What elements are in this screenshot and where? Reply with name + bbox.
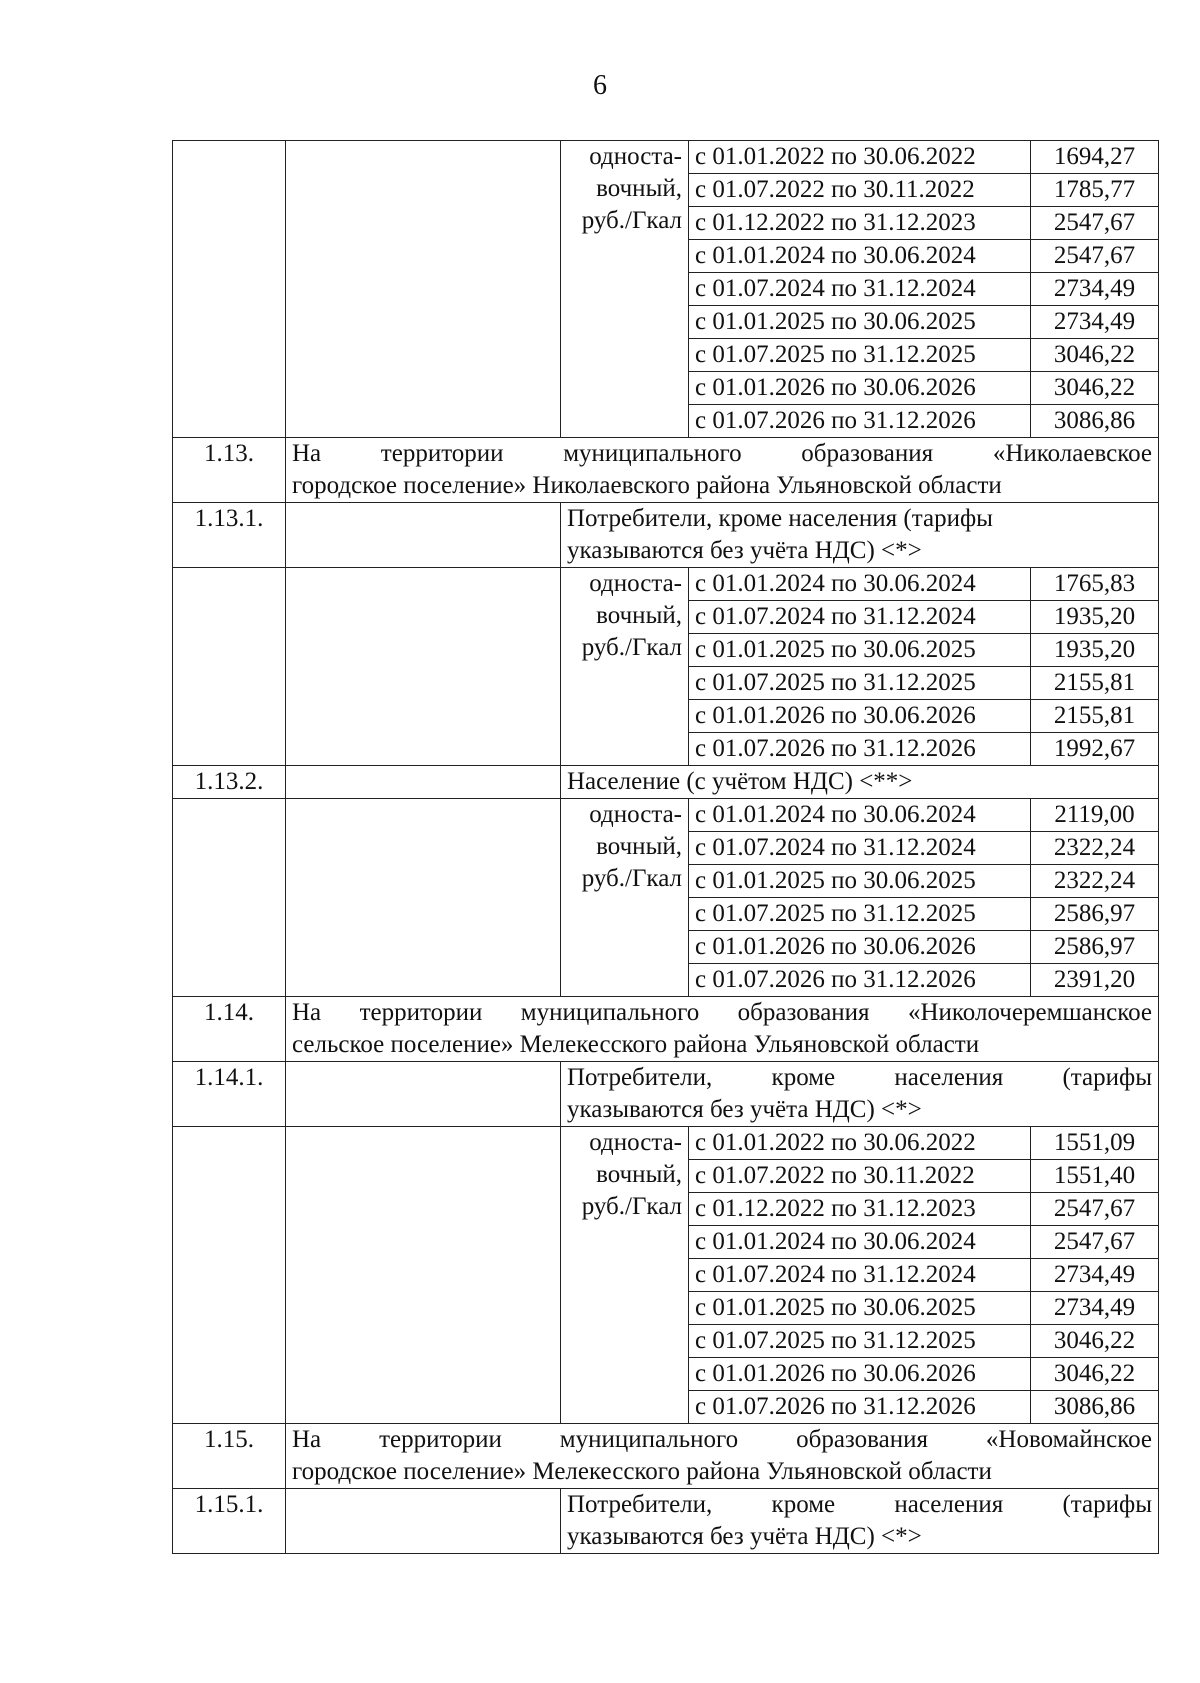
blank-territory-cell [286,1489,561,1554]
section-title [286,997,1159,1062]
tariff-value: 2155,81 [1031,700,1159,733]
tariff-period: с 01.01.2024 по 30.06.2024 [689,1226,1031,1259]
tariff-value: 2586,97 [1031,931,1159,964]
category-title [561,1489,1159,1554]
section-title-line1: На территории муниципального образования «Новомайнское [292,1426,1152,1453]
tariff-value: 2586,97 [1031,898,1159,931]
tariff-value: 2322,24 [1031,832,1159,865]
category-number: 1.14.1. [173,1062,286,1127]
blank-num-cell [173,1127,286,1424]
category-number: 1.13.2. [173,766,286,799]
blank-num-cell [173,141,286,438]
tariff-period: с 01.07.2024 по 31.12.2024 [689,1259,1031,1292]
tariff-value: 2547,67 [1031,207,1159,240]
section-title-line1: На территории муниципального образования «Николаевское [292,440,1152,467]
tariff-period: с 01.07.2024 по 31.12.2024 [689,273,1031,306]
section-title [286,438,1159,503]
tariff-row [173,799,1159,832]
tariff-row [173,568,1159,601]
section-title-line2: городское поселение» Николаевского района Ульяновской области [292,472,1002,499]
blank-num-cell [173,568,286,766]
tariff-value: 2547,67 [1031,1193,1159,1226]
tariff-unit-cell [561,141,689,438]
tariff-period: с 01.07.2024 по 31.12.2024 [689,832,1031,865]
tariff-period: с 01.07.2024 по 31.12.2024 [689,601,1031,634]
tariff-period: с 01.01.2025 по 30.06.2025 [689,1292,1031,1325]
category-title-line2: указываются без учёта НДС) <*> [567,537,922,564]
tariff-period: с 01.07.2026 по 31.12.2026 [689,1391,1031,1424]
tariff-value: 1551,09 [1031,1127,1159,1160]
category-row [173,1062,1159,1127]
tariff-unit-line: вочный, [596,175,682,202]
blank-territory-cell [286,503,561,568]
tariff-period: с 01.07.2022 по 30.11.2022 [689,1160,1031,1193]
category-title-line2: указываются без учёта НДС) <*> [567,1523,922,1550]
tariff-unit-cell [561,568,689,766]
tariff-value: 1935,20 [1031,601,1159,634]
tariff-unit-line: односта- [589,1129,682,1156]
category-row [173,766,1159,799]
tariff-table-body [173,141,1159,1554]
tariff-value: 3046,22 [1031,1358,1159,1391]
tariff-value: 3086,86 [1031,1391,1159,1424]
section-title [286,1424,1159,1489]
tariff-value: 3086,86 [1031,405,1159,438]
category-title-line1: Потребители, кроме населения (тарифы [567,1064,1152,1091]
tariff-period: с 01.01.2026 по 30.06.2026 [689,700,1031,733]
tariff-table [172,140,1159,1554]
tariff-value: 2547,67 [1031,240,1159,273]
category-title-line1: Потребители, кроме населения (тарифы [567,1491,1152,1518]
section-number: 1.13. [173,438,286,503]
tariff-unit-line: руб./Гкал [581,1193,682,1220]
tariff-period: с 01.01.2022 по 30.06.2022 [689,141,1031,174]
tariff-value: 2547,67 [1031,1226,1159,1259]
tariff-value: 1551,40 [1031,1160,1159,1193]
tariff-value: 1992,67 [1031,733,1159,766]
blank-territory-cell [286,799,561,997]
tariff-unit-line: руб./Гкал [581,634,682,661]
page-number: 6 [593,70,607,101]
tariff-unit-line: односта- [589,570,682,597]
tariff-period: с 01.01.2024 по 30.06.2024 [689,240,1031,273]
blank-territory-cell [286,766,561,799]
tariff-unit-line: вочный, [596,602,682,629]
tariff-period: с 01.12.2022 по 31.12.2023 [689,207,1031,240]
tariff-value: 3046,22 [1031,1325,1159,1358]
tariff-value: 1935,20 [1031,634,1159,667]
blank-territory-cell [286,1062,561,1127]
blank-territory-cell [286,141,561,438]
tariff-value: 2322,24 [1031,865,1159,898]
tariff-period: с 01.01.2025 по 30.06.2025 [689,306,1031,339]
tariff-period: с 01.07.2025 по 31.12.2025 [689,667,1031,700]
tariff-value: 2155,81 [1031,667,1159,700]
tariff-unit-line: вочный, [596,1161,682,1188]
tariff-unit-cell [561,799,689,997]
section-row [173,438,1159,503]
tariff-unit-line: руб./Гкал [581,865,682,892]
blank-territory-cell [286,568,561,766]
section-row [173,997,1159,1062]
blank-num-cell [173,799,286,997]
tariff-value: 3046,22 [1031,339,1159,372]
section-title-line1: На территории муниципального образования «Николочеремшанское [292,999,1152,1026]
section-number: 1.14. [173,997,286,1062]
section-row [173,1424,1159,1489]
tariff-period: с 01.01.2025 по 30.06.2025 [689,634,1031,667]
tariff-value: 3046,22 [1031,372,1159,405]
tariff-row [173,1127,1159,1160]
category-row [173,1489,1159,1554]
category-title-line2: указываются без учёта НДС) <*> [567,1096,922,1123]
blank-territory-cell [286,1127,561,1424]
category-title [561,766,1159,799]
tariff-period: с 01.07.2022 по 30.11.2022 [689,174,1031,207]
tariff-period: с 01.01.2025 по 30.06.2025 [689,865,1031,898]
category-title-line1: Потребители, кроме населения (тарифы [567,505,993,532]
category-title [561,1062,1159,1127]
tariff-period: с 01.07.2026 по 31.12.2026 [689,405,1031,438]
tariff-period: с 01.07.2026 по 31.12.2026 [689,964,1031,997]
tariff-row [173,141,1159,174]
tariff-period: с 01.01.2026 по 30.06.2026 [689,372,1031,405]
tariff-value: 2734,49 [1031,1292,1159,1325]
category-title-line1: Население (с учётом НДС) <**> [567,768,913,795]
tariff-value: 2734,49 [1031,273,1159,306]
tariff-value: 2391,20 [1031,964,1159,997]
tariff-value: 1694,27 [1031,141,1159,174]
section-title-line2: сельское поселение» Мелекесского района Ульяновской области [292,1031,980,1058]
tariff-value: 2734,49 [1031,306,1159,339]
category-title [561,503,1159,568]
tariff-unit-cell [561,1127,689,1424]
tariff-period: с 01.01.2026 по 30.06.2026 [689,1358,1031,1391]
tariff-period: с 01.07.2026 по 31.12.2026 [689,733,1031,766]
tariff-unit-line: руб./Гкал [581,207,682,234]
category-number: 1.15.1. [173,1489,286,1554]
category-row [173,503,1159,568]
tariff-period: с 01.01.2022 по 30.06.2022 [689,1127,1031,1160]
tariff-period: с 01.12.2022 по 31.12.2023 [689,1193,1031,1226]
tariff-period: с 01.01.2026 по 30.06.2026 [689,931,1031,964]
section-number: 1.15. [173,1424,286,1489]
tariff-period: с 01.01.2024 по 30.06.2024 [689,799,1031,832]
tariff-value: 1765,83 [1031,568,1159,601]
tariff-period: с 01.07.2025 по 31.12.2025 [689,1325,1031,1358]
tariff-unit-line: односта- [589,143,682,170]
tariff-unit-line: односта- [589,801,682,828]
tariff-unit-line: вочный, [596,833,682,860]
tariff-period: с 01.07.2025 по 31.12.2025 [689,339,1031,372]
tariff-value: 2119,00 [1031,799,1159,832]
tariff-value: 1785,77 [1031,174,1159,207]
tariff-period: с 01.01.2024 по 30.06.2024 [689,568,1031,601]
category-number: 1.13.1. [173,503,286,568]
section-title-line2: городское поселение» Мелекесского района Ульяновской области [292,1458,992,1485]
tariff-period: с 01.07.2025 по 31.12.2025 [689,898,1031,931]
tariff-value: 2734,49 [1031,1259,1159,1292]
